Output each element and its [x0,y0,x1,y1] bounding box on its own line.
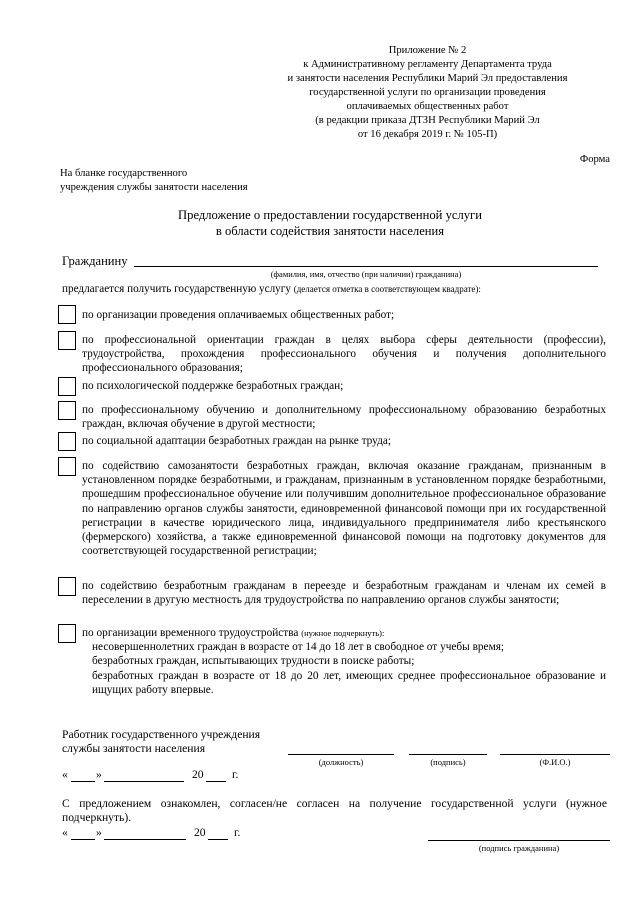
month-field[interactable] [104,839,186,840]
service-option [58,457,606,575]
date-quote-open: « [62,768,68,781]
acknowledgement-text: С предложением ознакомлен, согласен/не согласен на получение государственной услуги (нужное подчеркнуть). [62,797,607,824]
header-line: государственной услуги по организации проведения [309,87,546,98]
service-option [58,305,606,327]
temp-main: по организации временного трудоустройства [82,627,299,639]
date-quote-close: » [96,768,102,781]
title-line: в области содействия занятости населения [215,223,445,238]
temp-note: (нужное подчеркнуть): [301,628,385,638]
year-suffix: г. [234,826,241,839]
citizen-label: Гражданину [62,254,128,268]
day-field[interactable] [71,839,95,840]
service-option-label: по содействию самозанятости безработных граждан, включая оказание гражданам, признанным в установленном порядке безработными, и гражданам, признанным в установленном порядке безработными, прошедшим профессиональное обучение или получившим дополнительное профессиональное образование по направлению органов службы занятости, единовременной финансовой помощи при их государственной регистрации в качестве юридического лица, индивидуального предпринимателя либо крестьянского (фермерского) хозяйства, а также единовременной финансовой помощи на подготовку документов для соответствующей государственной регистрации; [82,460,606,558]
service-option-label [82,626,606,697]
service-option [58,577,606,621]
service-option-label: по социальной адаптации безработных граждан на рынке труда; [82,435,391,447]
service-option-label: по профессиональному обучению и дополнительному профессиональному образованию безработных граждан, включая обучение в другой местности; [82,404,606,431]
service-option-temporary [58,624,606,700]
day-field[interactable] [71,781,95,782]
year-prefix: 20 [192,768,204,781]
citizen-signature-field[interactable] [428,840,610,841]
temp-sub-option[interactable]: несовершеннолетних граждан в возрасте от 14 до 18 лет в свободное от учебы время; [92,641,505,654]
checkbox[interactable] [58,401,76,420]
year-prefix: 20 [194,826,206,839]
offer-note: (делается отметка в соответствующем квадрате): [293,284,481,294]
offer-text [62,283,481,295]
position-field[interactable] [288,754,394,755]
offer-main: предлагается получить государственную услугу [62,283,291,295]
checkbox[interactable] [58,377,76,396]
worker-block [62,728,260,756]
worker-line: службы занятости населения [62,742,206,755]
checkbox[interactable] [58,305,76,324]
position-caption: (должность) [318,757,364,767]
year-suffix: г. [232,768,239,781]
header-line: и занятости населения Республики Марий Эл предоставления [287,73,568,84]
checkbox[interactable] [58,624,76,643]
citizen-name-hint: (фамилия, имя, отчество (при наличии) гражданина) [270,269,462,279]
signature-field[interactable] [409,754,487,755]
worker-line: Работник государственного учреждения [62,728,261,741]
citizen-signature-caption: (подпись гражданина) [478,843,560,853]
checkbox[interactable] [58,457,76,476]
header-line: (в редакции приказа ДТЗН Республики Марий Эл [315,115,540,126]
letterhead-line: На бланке государственного [60,168,188,179]
name-caption: (Ф.И.О.) [539,757,571,767]
service-option-label: по организации проведения оплачиваемых общественных работ; [82,309,395,321]
name-field[interactable] [500,754,610,755]
appendix-header [250,44,605,142]
letterhead-note [60,167,248,194]
checkbox[interactable] [58,432,76,451]
temp-sub-option[interactable]: безработных граждан в возрасте от 18 до 20 лет, имеющих среднее профессиональное образование и ищущих работу впервые. [92,669,606,696]
letterhead-line: учреждения службы занятости населения [60,181,248,193]
signature-caption: (подпись) [430,757,466,767]
service-option [58,401,606,431]
header-line: к Административному регламенту Департамента труда [303,59,552,70]
year-field[interactable] [206,781,226,782]
header-line: от 16 декабря 2019 г. № 105-П) [357,129,498,140]
header-line: оплачиваемых общественных работ [346,101,509,112]
checkbox[interactable] [58,331,76,350]
citizen-name-field[interactable] [134,266,598,267]
document-title [60,208,600,239]
service-option-label: по содействию безработным гражданам в переезде и безработным гражданам и членам их семей в переселении в другую местность для трудоустройства по направлению органов службы занятости; [82,580,606,607]
service-option [58,331,606,375]
month-field[interactable] [104,781,184,782]
date-quote-open: « [62,826,68,839]
service-option-label: по психологической поддержке безработных граждан; [82,380,344,392]
temp-sub-option[interactable]: безработных граждан, испытывающих трудности в поиске работы; [92,655,415,668]
service-option-label: по профессиональной ориентации граждан в целях выбора сферы деятельности (профессии), трудоустройства, прохождения профессионального обучения и получения дополнительного профессионального образования; [82,334,606,375]
form-label: Форма [579,154,610,165]
year-field[interactable] [208,839,228,840]
service-option [58,377,606,399]
date-quote-close: » [96,826,102,839]
checkbox[interactable] [58,577,76,596]
service-option [58,432,606,454]
title-line: Предложение о предоставлении государственной услуги [178,208,482,222]
header-line: Приложение № 2 [388,45,467,56]
